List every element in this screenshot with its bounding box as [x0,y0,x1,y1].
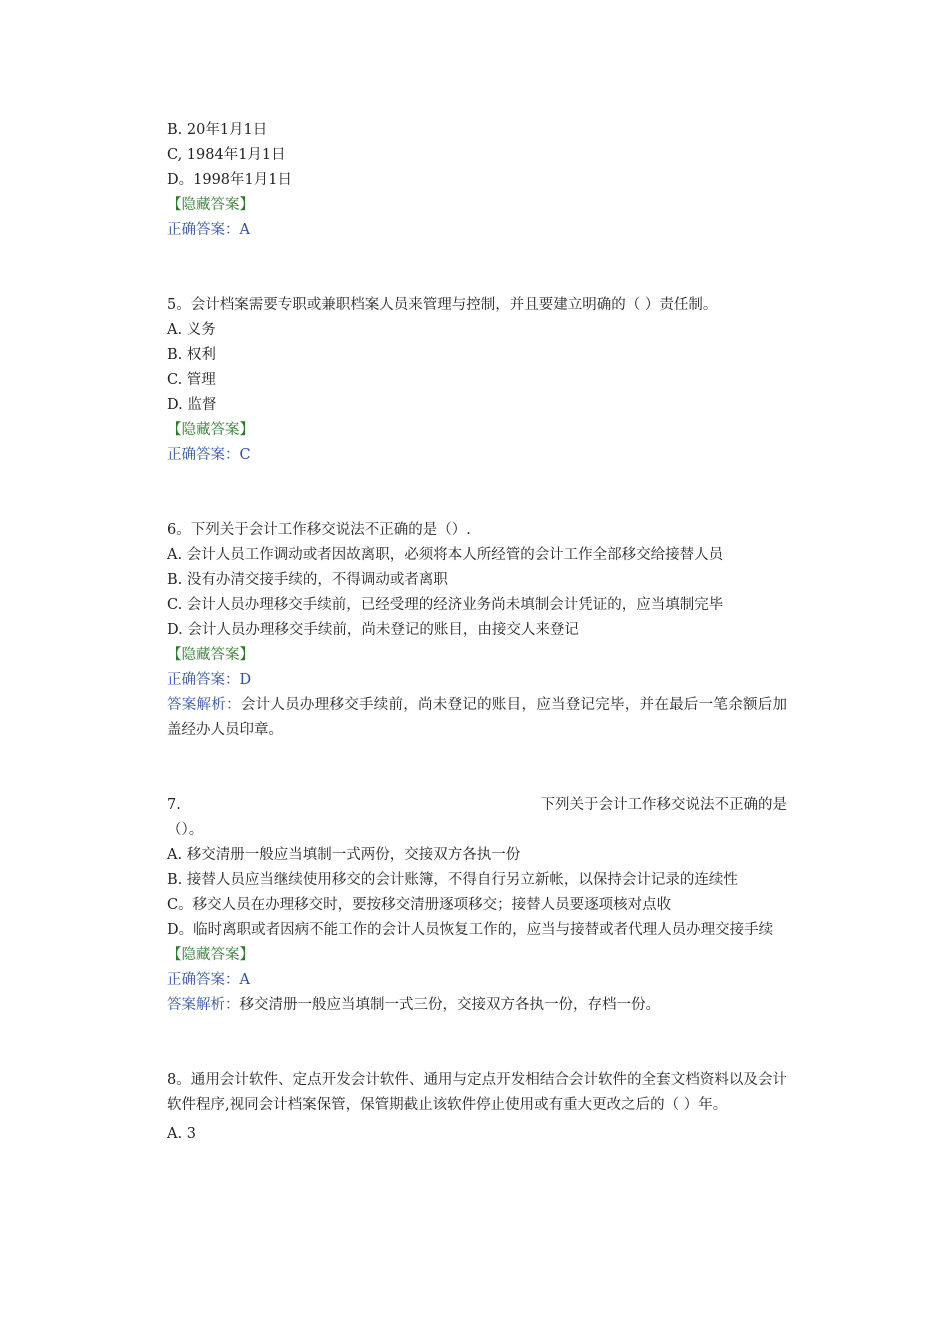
question-7 [167,793,787,1018]
question-text-cont: （）。 [167,822,204,838]
option-b: B. 权利 [167,347,216,363]
question-text-right: 下列关于会计工作移交说法不正确的是 [540,797,787,813]
correct-answer: 正确答案：C [167,447,251,463]
correct-answer: 正确答案：A [167,222,250,238]
question-5 [167,293,787,468]
analysis-label: 答案解析： [167,997,240,1013]
analysis-text: 会计人员办理移交手续前，尚未登记的账目，应当登记完毕，并在最后一笔余额后加盖经办人员印章。 [167,697,787,738]
option-d: D. 监督 [167,397,217,413]
question-4-tail [167,118,787,243]
question-number: 7. [167,797,181,813]
option-a: A. 义务 [167,322,216,338]
question-6 [167,518,787,743]
answer-analysis [167,693,787,743]
question-text: 8。通用会计软件、定点开发会计软件、通用与定点开发相结合会计软件的全套文档资料以及会计软件程序,视同会计档案保管，保管期截止该软件停止使用或有重大更改之后的（ ）年。 [167,1072,787,1113]
hide-answer-link[interactable]: 【隐藏答案】 [167,947,254,963]
hide-answer-link[interactable]: 【隐藏答案】 [167,647,254,663]
option-d: D。临时离职或者因病不能工作的会计人员恢复工作的，应当与接替或者代理人员办理交接手续 [167,922,774,938]
option-a: A. 3 [167,1126,196,1142]
option-d: D. 会计人员办理移交手续前，尚未登记的账目，由接交人来登记 [167,622,579,638]
hide-answer-link[interactable]: 【隐藏答案】 [167,197,254,213]
option-b: B. 接替人员应当继续使用移交的会计账簿，不得自行另立新帐，以保持会计记录的连续性 [167,872,738,888]
document-page [167,118,787,1147]
analysis-text: 移交清册一般应当填制一式三份，交接双方各执一份，存档一份。 [239,997,660,1013]
hide-answer-link[interactable]: 【隐藏答案】 [167,422,254,438]
question-8 [167,1068,787,1147]
correct-answer: 正确答案：A [167,972,250,988]
correct-answer: 正确答案：D [167,672,252,688]
option-d: D。1998年1月1日 [167,172,292,188]
option-c: C。移交人员在办理移交时，要按移交清册逐项移交；接替人员要逐项核对点收 [167,897,672,913]
option-b: B. 20年1月1日 [167,122,268,138]
option-b: B. 没有办清交接手续的，不得调动或者离职 [167,572,448,588]
analysis-label: 答案解析： [167,697,241,713]
question-text: 6。下列关于会计工作移交说法不正确的是（）. [167,522,471,538]
question-text: 5。会计档案需要专职或兼职档案人员来管理与控制，并且要建立明确的（ ）责任制。 [167,297,718,313]
answer-analysis [167,993,787,1018]
option-a: A. 会计人员工作调动或者因故离职，必须将本人所经管的会计工作全部移交给接替人员 [167,547,724,563]
option-c: C. 会计人员办理移交手续前，已经受理的经济业务尚未填制会计凭证的，应当填制完毕 [167,597,724,613]
option-a: A. 移交清册一般应当填制一式两份，交接双方各执一份 [167,847,521,863]
option-c: C, 1984年1月1日 [167,147,286,163]
option-c: C. 管理 [167,372,216,388]
question-text [167,793,787,818]
